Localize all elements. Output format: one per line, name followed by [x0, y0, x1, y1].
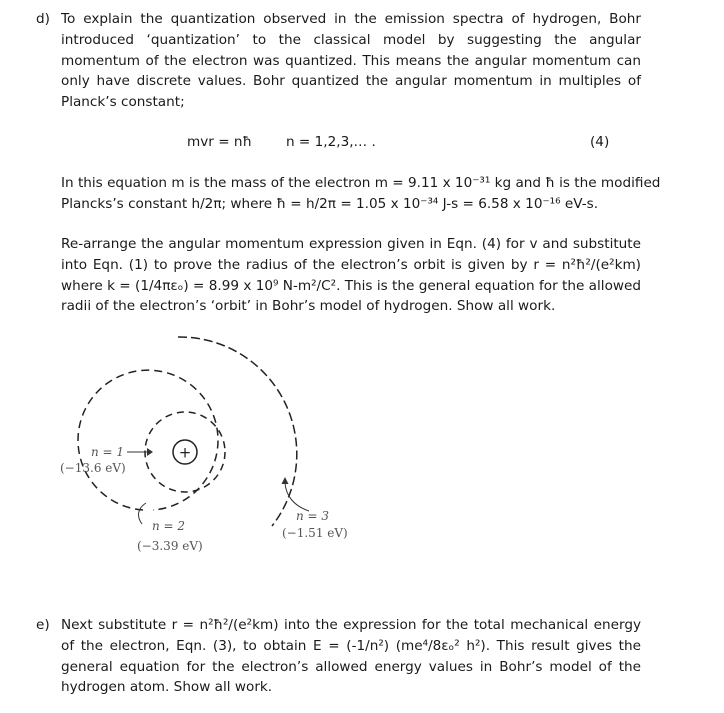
- orbit-n2: [78, 370, 218, 510]
- nucleus-plus: +: [178, 443, 192, 462]
- part-e-text: Next substitute r = n²ħ²/(e²km) into the expression for the total mechanical energy of the electron, Eqn. (3), to obtain E = (-1/n²) (me⁴/8εₒ² h²). This result gives the general equation for the electron’s allowed energy values in Bohr’s model of the hydrogen atom. Show all work.: [61, 617, 641, 696]
- definitions-line-1: In this equation m is the mass of the electron m = 9.11 x 10⁻³¹ kg and ħ is the modified: [61, 175, 661, 191]
- equation-number: (4): [590, 134, 610, 150]
- definitions-line-2: Plancks’s constant h/2π; where ħ = h/2π = 1.05 x 10⁻³⁴ J-s = 6.58 x 10⁻¹⁶ eV-s.: [61, 196, 599, 212]
- energy-n3: (−1.51 eV): [282, 526, 348, 540]
- part-d-instruction: Re-arrange the angular momentum expression given in Eqn. (4) for v and substitute into Eqn. (1) to prove the radius of the electron’s orbit is given by r = n²ħ²/(e²km) where k = (1/4πεₒ) = 8.99 x 10⁹ N-m²/C². This is the general equation for the allowed radii of the electron’s ‘orbit’ in Bohr’s model of hydrogen. Show all work.: [61, 236, 641, 315]
- label-n3: n = 3: [296, 509, 330, 523]
- energy-n2: (−3.39 eV): [137, 539, 203, 553]
- orbit-n3: [178, 337, 297, 526]
- arrow-n3: [282, 477, 289, 484]
- part-e-label: e): [36, 617, 50, 633]
- equation-formula: mvr = nħ: [187, 134, 252, 150]
- part-d-label: d): [36, 11, 50, 27]
- equation-n-values: n = 1,2,3,… .: [286, 134, 376, 150]
- leader-n2: [139, 503, 146, 524]
- part-d-intro: To explain the quantization observed in the emission spectra of hydrogen, Bohr introduced ‘quantization’ to the classical model by suggesting the angular momentum of the electron was quantized. This means the angular momentum can only have discrete values. Bohr quantized the angular momentum in multiples of Planck’s constant;: [61, 11, 641, 111]
- label-n2: n = 2: [152, 519, 186, 533]
- energy-n1: (−13.6 eV): [60, 461, 126, 475]
- label-n1: n = 1: [91, 445, 125, 459]
- arrow-n1: [147, 448, 153, 456]
